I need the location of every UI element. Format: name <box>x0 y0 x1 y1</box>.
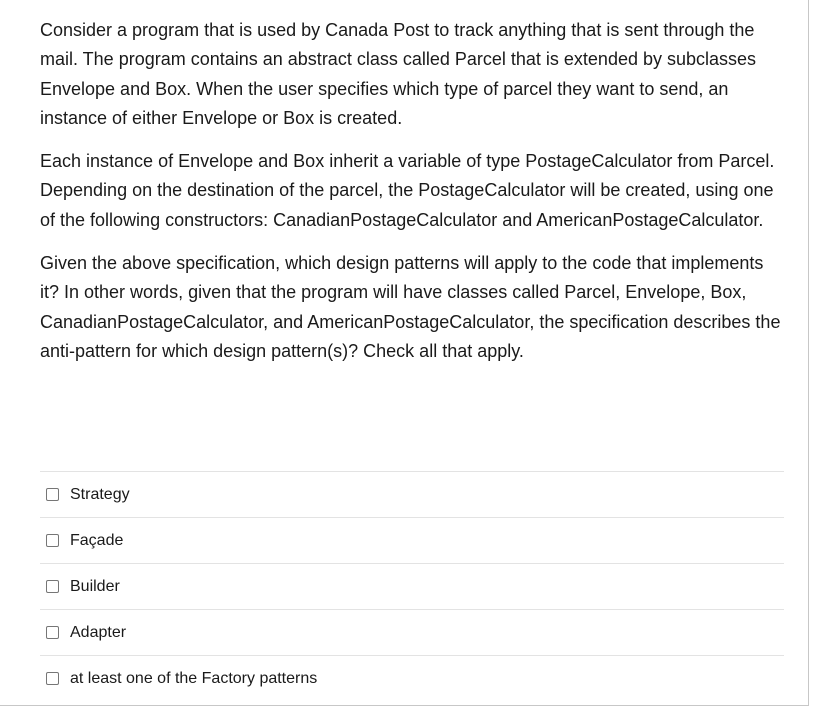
question-text <box>40 16 785 380</box>
answer-option-adapter[interactable] <box>40 609 784 655</box>
answer-label: Façade <box>70 532 124 549</box>
answer-label: Strategy <box>70 486 130 503</box>
answer-list <box>40 471 784 701</box>
question-paragraph: Consider a program that is used by Canada Post to track anything that is sent through the mail. The program contains an abstract class called Parcel that is extended by subclasses Envelope and Box. When the user specifies which type of parcel they want to send, an instance of either Envelope or Box is created. <box>40 20 757 128</box>
answer-option-facade[interactable] <box>40 517 784 563</box>
answer-label: Builder <box>70 578 120 595</box>
question-paragraph: Given the above specification, which design patterns will apply to the code that implements it? In other words, given that the program will have classes called Parcel, Envelope, Box, CanadianPostageCalculator, and AmericanPostageCalculator, the specification describes the anti-pattern for which design pattern(s)? Check all that apply. <box>40 253 781 361</box>
answer-option-strategy[interactable] <box>40 471 784 517</box>
checkbox[interactable] <box>46 672 59 685</box>
question-paragraph: Each instance of Envelope and Box inherit a variable of type PostageCalculator from Parcel. Depending on the destination of the parcel, the PostageCalculator will be created, using one of the following constructors: CanadianPostageCalculator and AmericanPostageCalculator. <box>40 151 775 230</box>
checkbox[interactable] <box>46 626 59 639</box>
answer-option-factory[interactable] <box>40 655 784 701</box>
answer-label: Adapter <box>70 624 127 641</box>
checkbox[interactable] <box>46 534 59 547</box>
checkbox[interactable] <box>46 580 59 593</box>
checkbox[interactable] <box>46 488 59 501</box>
answer-option-builder[interactable] <box>40 563 784 609</box>
answer-label: at least one of the Factory patterns <box>70 670 318 687</box>
